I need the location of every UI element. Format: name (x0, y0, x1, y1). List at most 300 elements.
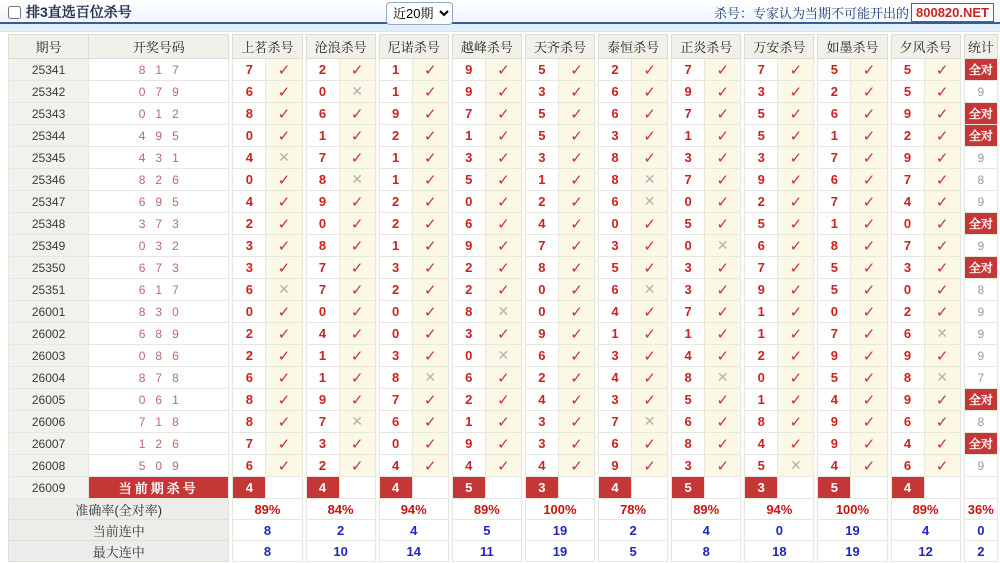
kill-result-cell (632, 257, 668, 279)
top-bar (0, 0, 1000, 24)
kill-number-cell: 7 (233, 59, 266, 81)
kill-number-cell: 4 (525, 455, 558, 477)
period-cell: 25349 (9, 235, 89, 257)
stat-all-correct-badge: 全对 (964, 213, 997, 235)
kill-result-cell (924, 389, 960, 411)
check-icon: ✓ (643, 457, 656, 475)
period-cell: 26003 (9, 345, 89, 367)
check-icon: ✓ (789, 105, 803, 123)
kill-number-cell: 4 (818, 455, 851, 477)
table-row (9, 59, 998, 81)
kill-number-cell: 6 (891, 323, 924, 345)
draw-numbers-cell: 817 (89, 59, 229, 81)
check-icon: ✓ (350, 303, 364, 321)
period-cell: 26006 (9, 411, 89, 433)
table-row (9, 257, 998, 279)
kill-number-cell: 3 (745, 147, 778, 169)
kill-number-cell: 3 (306, 433, 339, 455)
check-icon: ✓ (935, 347, 949, 365)
kill-result-cell (632, 147, 668, 169)
kill-result-cell (266, 125, 302, 147)
current-kill-result-cell (924, 477, 960, 499)
check-icon: ✓ (643, 105, 656, 123)
check-icon: ✓ (643, 237, 656, 255)
kill-number-cell: 9 (745, 169, 778, 191)
kill-result-cell (705, 103, 741, 125)
kill-result-cell (558, 301, 594, 323)
period-cell: 26004 (9, 367, 89, 389)
check-icon: ✓ (350, 127, 364, 145)
kill-result-cell (266, 433, 302, 455)
check-icon: ✓ (497, 171, 510, 189)
kill-result-cell (778, 323, 814, 345)
kill-result-cell (778, 345, 814, 367)
summary-value: 19 (525, 520, 594, 541)
check-icon: ✓ (570, 83, 583, 101)
summary-label: 当前连中 (9, 520, 229, 541)
kill-number-cell: 2 (525, 191, 558, 213)
kill-number-cell: 8 (891, 367, 924, 389)
kill-result-cell (632, 235, 668, 257)
kill-number-cell: 1 (818, 213, 851, 235)
check-icon: ✓ (350, 149, 364, 167)
kill-result-cell (851, 367, 887, 389)
check-icon: ✓ (497, 105, 510, 123)
kill-number-cell: 0 (745, 367, 778, 389)
table-row (9, 125, 998, 147)
kill-number-cell: 6 (306, 103, 339, 125)
kill-number-cell: 7 (818, 323, 851, 345)
cross-icon: ✕ (497, 303, 510, 319)
draw-numbers-cell: 878 (89, 367, 229, 389)
kill-number-cell: 0 (452, 345, 485, 367)
current-kill-result-cell (705, 477, 741, 499)
column-header-expert: 夕风杀号 (891, 35, 960, 59)
kill-number-cell: 6 (452, 213, 485, 235)
period-cell: 25350 (9, 257, 89, 279)
stat-all-correct-badge: 全对 (964, 257, 997, 279)
check-icon: ✓ (643, 259, 656, 277)
period-cell: 25342 (9, 81, 89, 103)
check-icon: ✓ (935, 457, 949, 475)
check-icon: ✓ (862, 281, 876, 299)
kill-result-cell (558, 279, 594, 301)
kill-result-cell (339, 147, 375, 169)
draw-numbers-cell: 495 (89, 125, 229, 147)
kill-number-cell: 3 (525, 81, 558, 103)
check-icon: ✓ (643, 325, 656, 343)
stat-cell: 9 (964, 323, 997, 345)
kill-number-cell: 1 (599, 323, 632, 345)
kill-result-cell (412, 389, 448, 411)
check-icon: ✓ (716, 171, 730, 189)
kill-result-cell (705, 257, 741, 279)
period-cell: 25351 (9, 279, 89, 301)
kill-number-cell: 2 (379, 279, 412, 301)
check-icon: ✓ (935, 435, 949, 453)
kill-number-cell: 2 (379, 125, 412, 147)
check-icon: ✓ (350, 193, 364, 211)
kill-result-cell (485, 301, 521, 323)
kill-number-cell: 9 (891, 389, 924, 411)
kill-number-cell: 5 (745, 103, 778, 125)
kill-result-cell (851, 257, 887, 279)
check-icon: ✓ (497, 413, 510, 431)
kill-number-cell: 9 (379, 103, 412, 125)
kill-number-cell: 3 (745, 81, 778, 103)
current-kill-number-cell: 5 (818, 477, 851, 499)
title-divider (0, 24, 1000, 32)
draw-numbers-cell: 012 (89, 103, 229, 125)
table-row (9, 367, 998, 389)
check-icon: ✓ (789, 303, 803, 321)
kill-result-cell (412, 191, 448, 213)
kill-result-cell (778, 59, 814, 81)
check-icon: ✓ (716, 281, 730, 299)
period-cell: 25344 (9, 125, 89, 147)
table-row (9, 433, 998, 455)
kill-number-cell: 1 (452, 411, 485, 433)
kill-result-cell (558, 257, 594, 279)
check-icon: ✓ (277, 347, 291, 365)
summary-stat-value: 2 (964, 541, 997, 562)
summary-stat-value: 0 (964, 520, 997, 541)
kill-result-cell (558, 455, 594, 477)
kill-result-cell (705, 235, 741, 257)
period-cell: 26002 (9, 323, 89, 345)
check-icon: ✓ (935, 105, 949, 123)
check-icon: ✓ (789, 413, 803, 431)
check-icon: ✓ (570, 105, 583, 123)
check-icon: ✓ (423, 435, 437, 453)
kill-result-cell (705, 81, 741, 103)
kill-number-cell: 7 (599, 411, 632, 433)
check-icon: ✓ (570, 215, 583, 233)
kill-number-cell: 9 (452, 81, 485, 103)
current-kill-result-cell (632, 477, 668, 499)
check-icon: ✓ (350, 215, 364, 233)
kill-number-cell: 1 (525, 169, 558, 191)
period-cell: 26009 (9, 477, 89, 499)
check-icon: ✓ (350, 435, 364, 453)
check-icon: ✓ (570, 61, 583, 79)
kill-number-cell: 8 (599, 147, 632, 169)
kill-number-cell: 0 (233, 169, 266, 191)
summary-value: 19 (818, 520, 887, 541)
kill-result-cell (632, 279, 668, 301)
kill-result-cell (851, 235, 887, 257)
check-icon: ✓ (716, 435, 730, 453)
kill-result-cell (705, 125, 741, 147)
kill-result-cell (485, 323, 521, 345)
kill-number-cell: 5 (818, 367, 851, 389)
kill-number-cell: 3 (599, 235, 632, 257)
kill-number-cell: 9 (745, 279, 778, 301)
current-kill-number-cell: 5 (452, 477, 485, 499)
kill-result-cell (339, 411, 375, 433)
kill-result-cell (924, 367, 960, 389)
kill-result-cell (632, 433, 668, 455)
kill-result-cell (851, 433, 887, 455)
check-icon: ✓ (716, 413, 730, 431)
kill-result-cell (339, 235, 375, 257)
check-icon: ✓ (716, 127, 730, 145)
kill-number-cell: 0 (379, 323, 412, 345)
kill-number-cell: 6 (599, 103, 632, 125)
kill-result-cell (558, 191, 594, 213)
table-row (9, 389, 998, 411)
check-icon: ✓ (935, 215, 949, 233)
kill-number-cell: 1 (306, 125, 339, 147)
summary-value: 84% (306, 499, 375, 520)
table-row (9, 235, 998, 257)
kill-number-cell: 2 (379, 213, 412, 235)
column-header-expert: 如墨杀号 (818, 35, 887, 59)
kill-result-cell (266, 389, 302, 411)
check-icon: ✓ (935, 193, 949, 211)
check-icon: ✓ (497, 391, 510, 409)
kill-number-cell: 6 (379, 411, 412, 433)
kill-number-cell: 6 (233, 455, 266, 477)
kill-number-cell: 7 (745, 257, 778, 279)
check-icon: ✓ (716, 347, 730, 365)
check-icon: ✓ (789, 259, 803, 277)
cross-icon: ✕ (936, 325, 948, 341)
kill-number-cell: 3 (233, 257, 266, 279)
summary-row (9, 499, 998, 520)
check-icon: ✓ (423, 413, 437, 431)
column-header-expert: 万安杀号 (745, 35, 814, 59)
kill-number-cell: 4 (233, 191, 266, 213)
summary-value: 94% (745, 499, 814, 520)
kill-result-cell (412, 433, 448, 455)
kill-number-cell: 3 (672, 147, 705, 169)
kill-number-cell: 0 (452, 191, 485, 213)
kill-number-cell: 0 (891, 279, 924, 301)
kill-number-cell: 4 (891, 433, 924, 455)
check-icon: ✓ (277, 303, 291, 321)
kill-number-cell: 1 (745, 301, 778, 323)
check-icon: ✓ (277, 237, 291, 255)
current-kill-number-cell: 3 (745, 477, 778, 499)
kill-result-cell (412, 125, 448, 147)
draw-numbers-cell: 061 (89, 389, 229, 411)
check-icon: ✓ (716, 259, 730, 277)
kill-result-cell (632, 389, 668, 411)
draw-numbers-cell: 032 (89, 235, 229, 257)
kill-number-cell: 4 (818, 389, 851, 411)
kill-result-cell (851, 81, 887, 103)
kill-result-cell (705, 301, 741, 323)
check-icon: ✓ (423, 193, 437, 211)
kill-number-cell: 2 (233, 323, 266, 345)
check-icon: ✓ (789, 369, 803, 387)
range-select[interactable] (386, 2, 453, 25)
draw-numbers-cell: 079 (89, 81, 229, 103)
table-row (9, 213, 998, 235)
check-icon: ✓ (862, 193, 876, 211)
kill-result-cell (778, 367, 814, 389)
kill-result-cell (558, 389, 594, 411)
kill-number-cell: 3 (525, 433, 558, 455)
kill-number-cell: 3 (525, 147, 558, 169)
cross-icon: ✕ (497, 347, 510, 363)
kill-number-cell: 4 (525, 389, 558, 411)
kill-number-cell: 3 (891, 257, 924, 279)
kill-result-cell (339, 279, 375, 301)
kill-result-cell (705, 389, 741, 411)
check-icon: ✓ (716, 391, 730, 409)
draw-numbers-cell: 509 (89, 455, 229, 477)
summary-value: 8 (233, 541, 302, 562)
check-icon: ✓ (789, 61, 803, 79)
kill-number-cell: 1 (452, 125, 485, 147)
kill-result-cell (485, 389, 521, 411)
kill-number-cell: 7 (452, 103, 485, 125)
kill-result-cell (412, 367, 448, 389)
kill-number-cell: 7 (306, 257, 339, 279)
kill-number-cell: 5 (818, 59, 851, 81)
draw-numbers-cell: 673 (89, 257, 229, 279)
check-icon: ✓ (935, 171, 949, 189)
kill-number-cell: 9 (818, 411, 851, 433)
kill-result-cell (339, 301, 375, 323)
kill-result-cell (778, 125, 814, 147)
kill-result-cell (924, 301, 960, 323)
kill-number-cell: 5 (452, 169, 485, 191)
kill-result-cell (412, 235, 448, 257)
kill-result-cell (266, 323, 302, 345)
kill-number-cell: 6 (233, 367, 266, 389)
section-checkbox[interactable] (8, 6, 21, 19)
kill-number-cell: 8 (306, 235, 339, 257)
kill-result-cell (851, 213, 887, 235)
period-cell: 25348 (9, 213, 89, 235)
kill-number-cell: 9 (525, 323, 558, 345)
check-icon: ✓ (277, 61, 291, 79)
check-icon: ✓ (789, 435, 803, 453)
kill-result-cell (778, 411, 814, 433)
kill-number-cell: 0 (525, 279, 558, 301)
kill-number-cell: 5 (745, 213, 778, 235)
check-icon: ✓ (423, 61, 437, 79)
kill-number-cell: 3 (672, 455, 705, 477)
current-period-label: 当前期杀号 (89, 477, 229, 499)
kill-result-cell (851, 147, 887, 169)
current-kill-result-cell (778, 477, 814, 499)
kill-result-cell (339, 103, 375, 125)
check-icon: ✓ (789, 83, 803, 101)
column-header-expert: 上茗杀号 (233, 35, 302, 59)
kill-result-cell (924, 169, 960, 191)
kill-number-cell: 3 (379, 257, 412, 279)
cross-icon: ✕ (351, 413, 363, 429)
kill-number-cell: 5 (525, 103, 558, 125)
kill-number-cell: 7 (672, 59, 705, 81)
column-header-expert: 正炎杀号 (672, 35, 741, 59)
kill-number-cell: 9 (452, 59, 485, 81)
kill-result-cell (851, 59, 887, 81)
check-icon: ✓ (862, 237, 876, 255)
check-icon: ✓ (716, 61, 730, 79)
kill-number-cell: 3 (525, 411, 558, 433)
check-icon: ✓ (643, 61, 656, 79)
kill-result-cell (851, 389, 887, 411)
current-kill-number-cell: 4 (891, 477, 924, 499)
kill-result-cell (485, 103, 521, 125)
summary-value: 94% (379, 499, 448, 520)
kill-result-cell (778, 81, 814, 103)
kill-result-cell (705, 411, 741, 433)
stat-cell: 9 (964, 81, 997, 103)
kill-number-cell: 1 (672, 323, 705, 345)
kill-result-cell (705, 279, 741, 301)
check-icon: ✓ (350, 259, 364, 277)
kill-result-cell (632, 213, 668, 235)
kill-result-cell (778, 389, 814, 411)
current-kill-result-cell (485, 477, 521, 499)
kill-number-cell: 3 (233, 235, 266, 257)
summary-value: 8 (672, 541, 741, 562)
kill-result-cell (924, 191, 960, 213)
kill-number-cell: 3 (672, 279, 705, 301)
check-icon: ✓ (643, 83, 656, 101)
stat-cell: 9 (964, 147, 997, 169)
kill-number-cell: 7 (379, 389, 412, 411)
summary-value: 89% (233, 499, 302, 520)
kill-result-cell (632, 323, 668, 345)
kill-result-cell (558, 81, 594, 103)
check-icon: ✓ (570, 435, 583, 453)
kill-result-cell (632, 103, 668, 125)
stat-all-correct-badge: 全对 (964, 389, 997, 411)
kill-number-cell: 7 (891, 169, 924, 191)
kill-result-cell (851, 279, 887, 301)
check-icon: ✓ (570, 193, 583, 211)
kill-number-cell: 8 (745, 411, 778, 433)
kill-result-cell (705, 345, 741, 367)
cross-icon: ✕ (716, 237, 729, 253)
summary-stat-value: 36% (964, 499, 997, 520)
kill-number-cell: 1 (379, 81, 412, 103)
kill-number-cell: 2 (233, 345, 266, 367)
kill-result-cell (266, 59, 302, 81)
kill-number-cell: 1 (306, 367, 339, 389)
kill-number-cell: 2 (891, 301, 924, 323)
kill-number-cell: 4 (672, 345, 705, 367)
kill-result-cell (632, 411, 668, 433)
kill-number-cell: 9 (599, 455, 632, 477)
kill-number-cell: 7 (745, 59, 778, 81)
kill-number-cell: 2 (379, 191, 412, 213)
check-icon: ✓ (643, 215, 656, 233)
check-icon: ✓ (423, 281, 437, 299)
check-icon: ✓ (570, 325, 583, 343)
kill-number-cell: 7 (672, 169, 705, 191)
kill-result-cell (558, 411, 594, 433)
kill-result-cell (558, 147, 594, 169)
check-icon: ✓ (789, 149, 803, 167)
kill-result-cell (339, 433, 375, 455)
check-icon: ✓ (423, 391, 437, 409)
kill-result-cell (266, 455, 302, 477)
kill-number-cell: 4 (379, 455, 412, 477)
kill-result-cell (485, 191, 521, 213)
table-row (9, 279, 998, 301)
draw-numbers-cell: 826 (89, 169, 229, 191)
kill-number-cell: 2 (745, 191, 778, 213)
check-icon: ✓ (277, 325, 291, 343)
